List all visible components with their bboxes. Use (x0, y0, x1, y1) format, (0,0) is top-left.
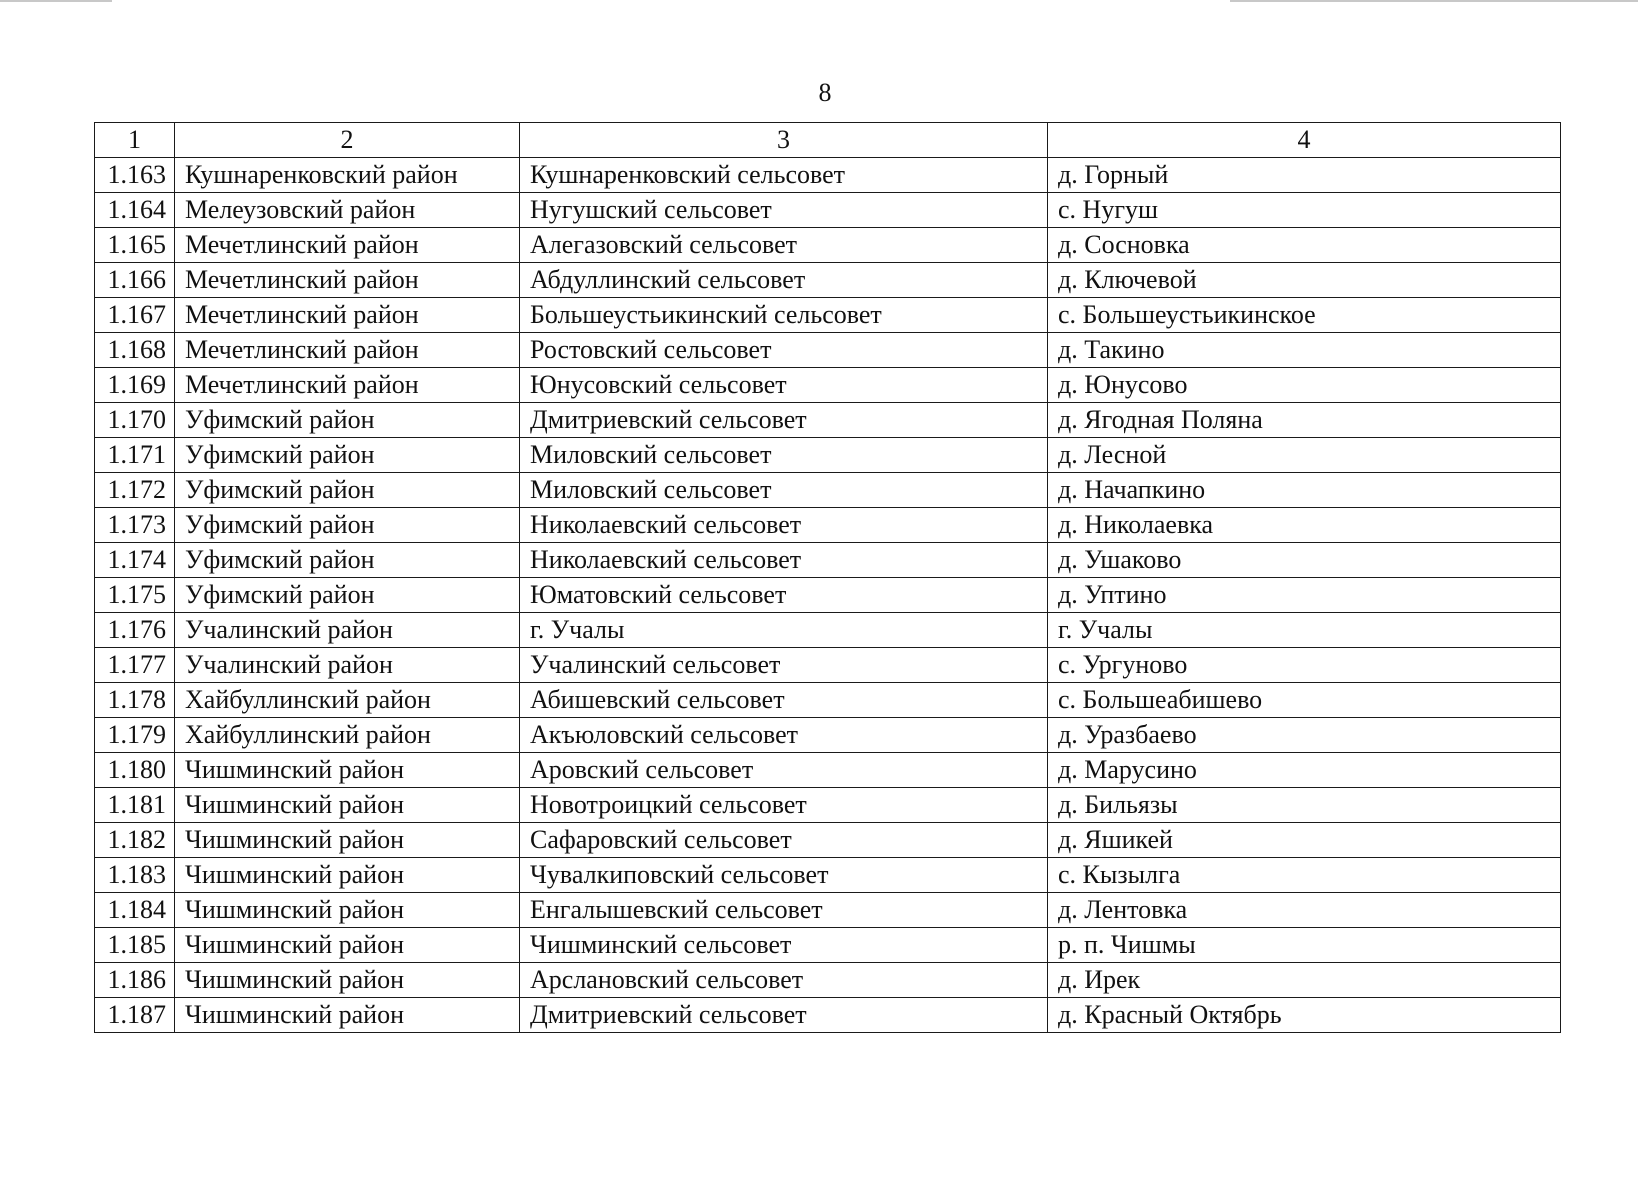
row-number-cell: 1.184 (95, 893, 175, 928)
district-cell: Уфимский район (175, 473, 520, 508)
council-cell: Николаевский сельсовет (520, 508, 1048, 543)
scan-edge-mark (1230, 0, 1638, 2)
settlement-cell: с. Нугуш (1048, 193, 1561, 228)
table-row (95, 508, 1561, 543)
table-row (95, 718, 1561, 753)
row-number-cell: 1.185 (95, 928, 175, 963)
settlement-cell: р. п. Чишмы (1048, 928, 1561, 963)
council-cell: Юматовский сельсовет (520, 578, 1048, 613)
row-number-cell: 1.173 (95, 508, 175, 543)
column-header-1: 1 (95, 123, 175, 158)
table-row (95, 648, 1561, 683)
table-row (95, 158, 1561, 193)
district-cell: Учалинский район (175, 613, 520, 648)
row-number-cell: 1.175 (95, 578, 175, 613)
settlement-cell: д. Начапкино (1048, 473, 1561, 508)
district-cell: Чишминский район (175, 753, 520, 788)
table-body (95, 158, 1561, 1033)
settlement-cell: д. Марусино (1048, 753, 1561, 788)
row-number-cell: 1.170 (95, 403, 175, 438)
row-number-cell: 1.174 (95, 543, 175, 578)
district-cell: Чишминский район (175, 858, 520, 893)
table-row (95, 403, 1561, 438)
table-row (95, 473, 1561, 508)
district-cell: Учалинский район (175, 648, 520, 683)
council-cell: Абдуллинский сельсовет (520, 263, 1048, 298)
row-number-cell: 1.181 (95, 788, 175, 823)
table-row (95, 438, 1561, 473)
row-number-cell: 1.167 (95, 298, 175, 333)
row-number-cell: 1.165 (95, 228, 175, 263)
district-cell: Мечетлинский район (175, 368, 520, 403)
scan-edge-mark (0, 0, 112, 2)
district-cell: Мелеузовский район (175, 193, 520, 228)
district-cell: Чишминский район (175, 998, 520, 1033)
table-row (95, 823, 1561, 858)
settlement-cell: с. Большеустьикинское (1048, 298, 1561, 333)
council-cell: Алегазовский сельсовет (520, 228, 1048, 263)
district-cell: Уфимский район (175, 508, 520, 543)
table-row (95, 963, 1561, 998)
row-number-cell: 1.166 (95, 263, 175, 298)
table-row (95, 858, 1561, 893)
table-row (95, 683, 1561, 718)
table-header-row (95, 123, 1561, 158)
settlement-cell: д. Лентовка (1048, 893, 1561, 928)
district-cell: Мечетлинский район (175, 263, 520, 298)
row-number-cell: 1.176 (95, 613, 175, 648)
council-cell: Юнусовский сельсовет (520, 368, 1048, 403)
table-row (95, 193, 1561, 228)
settlement-cell: д. Сосновка (1048, 228, 1561, 263)
council-cell: Новотроицкий сельсовет (520, 788, 1048, 823)
settlement-cell: д. Ирек (1048, 963, 1561, 998)
settlement-cell: с. Ургуново (1048, 648, 1561, 683)
settlement-cell: д. Бильязы (1048, 788, 1561, 823)
row-number-cell: 1.180 (95, 753, 175, 788)
row-number-cell: 1.177 (95, 648, 175, 683)
council-cell: Аровский сельсовет (520, 753, 1048, 788)
row-number-cell: 1.172 (95, 473, 175, 508)
row-number-cell: 1.187 (95, 998, 175, 1033)
table-row (95, 263, 1561, 298)
column-header-4: 4 (1048, 123, 1561, 158)
table-row (95, 298, 1561, 333)
settlement-cell: д. Горный (1048, 158, 1561, 193)
table-row (95, 578, 1561, 613)
row-number-cell: 1.178 (95, 683, 175, 718)
council-cell: Миловский сельсовет (520, 438, 1048, 473)
row-number-cell: 1.163 (95, 158, 175, 193)
page-number: 8 (818, 78, 832, 107)
district-cell: Чишминский район (175, 928, 520, 963)
council-cell: Большеустьикинский сельсовет (520, 298, 1048, 333)
council-cell: Чишминский сельсовет (520, 928, 1048, 963)
column-header-3: 3 (520, 123, 1048, 158)
row-number-cell: 1.183 (95, 858, 175, 893)
district-cell: Уфимский район (175, 403, 520, 438)
council-cell: Чувалкиповский сельсовет (520, 858, 1048, 893)
settlement-cell: г. Учалы (1048, 613, 1561, 648)
district-cell: Мечетлинский район (175, 298, 520, 333)
district-cell: Чишминский район (175, 893, 520, 928)
settlement-cell: д. Красный Октябрь (1048, 998, 1561, 1033)
table-row (95, 753, 1561, 788)
row-number-cell: 1.186 (95, 963, 175, 998)
table-row (95, 893, 1561, 928)
council-cell: Акъюловский сельсовет (520, 718, 1048, 753)
table-row (95, 543, 1561, 578)
settlement-cell: д. Уразбаево (1048, 718, 1561, 753)
settlement-cell: д. Лесной (1048, 438, 1561, 473)
council-cell: Арслановский сельсовет (520, 963, 1048, 998)
council-cell: Нугушский сельсовет (520, 193, 1048, 228)
district-cell: Хайбуллинский район (175, 718, 520, 753)
row-number-cell: 1.171 (95, 438, 175, 473)
council-cell: Кушнаренковский сельсовет (520, 158, 1048, 193)
settlements-table (94, 122, 1561, 1033)
district-cell: Кушнаренковский район (175, 158, 520, 193)
district-cell: Мечетлинский район (175, 228, 520, 263)
settlement-cell: д. Ушаково (1048, 543, 1561, 578)
council-cell: Дмитриевский сельсовет (520, 403, 1048, 438)
column-header-2: 2 (175, 123, 520, 158)
row-number-cell: 1.164 (95, 193, 175, 228)
council-cell: Сафаровский сельсовет (520, 823, 1048, 858)
table-row (95, 998, 1561, 1033)
district-cell: Уфимский район (175, 543, 520, 578)
council-cell: Николаевский сельсовет (520, 543, 1048, 578)
settlement-cell: с. Большеабишево (1048, 683, 1561, 718)
table-row (95, 333, 1561, 368)
settlement-cell: д. Юнусово (1048, 368, 1561, 403)
council-cell: г. Учалы (520, 613, 1048, 648)
row-number-cell: 1.169 (95, 368, 175, 403)
table-row (95, 228, 1561, 263)
settlement-cell: д. Ягодная Поляна (1048, 403, 1561, 438)
council-cell: Учалинский сельсовет (520, 648, 1048, 683)
district-cell: Хайбуллинский район (175, 683, 520, 718)
row-number-cell: 1.179 (95, 718, 175, 753)
row-number-cell: 1.168 (95, 333, 175, 368)
district-cell: Чишминский район (175, 788, 520, 823)
council-cell: Миловский сельсовет (520, 473, 1048, 508)
district-cell: Мечетлинский район (175, 333, 520, 368)
table-row (95, 613, 1561, 648)
settlement-cell: д. Уптино (1048, 578, 1561, 613)
district-cell: Чишминский район (175, 963, 520, 998)
council-cell: Енгалышевский сельсовет (520, 893, 1048, 928)
settlement-cell: д. Николаевка (1048, 508, 1561, 543)
settlement-cell: с. Кызылга (1048, 858, 1561, 893)
settlement-cell: д. Такино (1048, 333, 1561, 368)
table-row (95, 368, 1561, 403)
table-row (95, 928, 1561, 963)
council-cell: Ростовский сельсовет (520, 333, 1048, 368)
district-cell: Уфимский район (175, 578, 520, 613)
settlement-cell: д. Ключевой (1048, 263, 1561, 298)
district-cell: Уфимский район (175, 438, 520, 473)
row-number-cell: 1.182 (95, 823, 175, 858)
settlement-cell: д. Яшикей (1048, 823, 1561, 858)
table-row (95, 788, 1561, 823)
council-cell: Абишевский сельсовет (520, 683, 1048, 718)
council-cell: Дмитриевский сельсовет (520, 998, 1048, 1033)
district-cell: Чишминский район (175, 823, 520, 858)
